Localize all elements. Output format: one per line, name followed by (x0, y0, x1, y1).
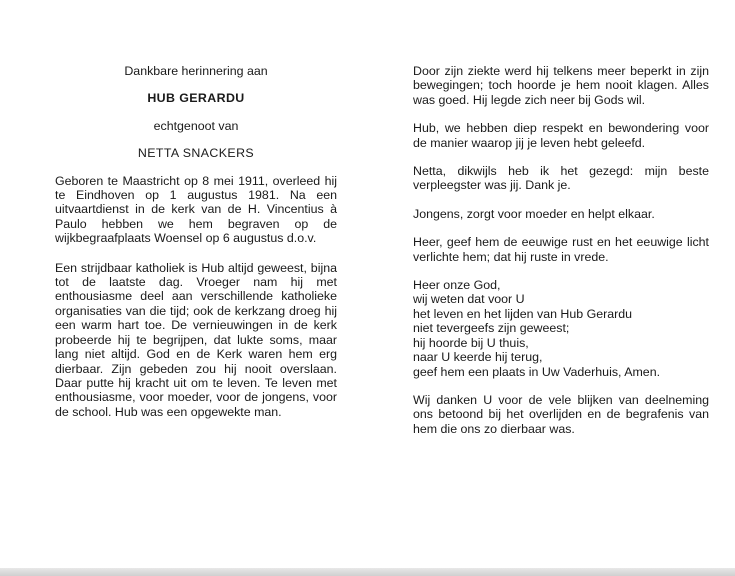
thanks-paragraph: Wij danken U voor de vele blijken van deelneming ons betoond bij het overlijden en de begrafenis van hem die ons zo dierbaar was. (413, 392, 709, 436)
prayer-line: het leven en het lijden van Hub Gerardu (413, 306, 633, 321)
prayer-line: geef hem een plaats in Uw Vaderhuis, Amen. (413, 364, 661, 379)
prayer-line: Heer onze God, (413, 278, 501, 293)
prayer-line: niet tevergeefs zijn geweest; (413, 321, 570, 336)
birth-death-paragraph: Geboren te Maastricht op 8 mei 1911, overleed hij te Eindhoven op 1 augustus 1981. Na een uitvaartdienst in de kerk van de H. Vincentius à Paulo hebben we hem begraven op de wijkbegraafplaats Woensel op 6 augustus d.o.v. (55, 173, 337, 246)
left-column (55, 64, 337, 419)
prayer-block (413, 278, 709, 379)
right-column (413, 64, 709, 436)
respect-paragraph: Hub, we hebben diep respekt en bewondering voor de manier waarop jij je leven hebt geleefd. (413, 121, 709, 150)
netta-paragraph: Netta, dikwijls heb ik het gezegd: mijn beste verpleegster was jij. Dank je. (413, 164, 709, 193)
sons-paragraph: Jongens, zorgt voor moeder en helpt elkaar. (413, 206, 655, 221)
deceased-name: HUB GERARDU (147, 91, 245, 106)
spouse-name: NETTA SNACKERS (137, 146, 255, 161)
spouse-label: echtgenoot van (153, 118, 239, 133)
prayer-line: wij weten dat voor U (413, 292, 525, 307)
prayer-line: hij hoorde bij U thuis, (413, 335, 529, 350)
rest-prayer-paragraph: Heer, geef hem de eeuwige rust en het eeuwige licht verlichte hem; dat hij ruste in vrede. (413, 235, 709, 264)
intro-text: Dankbare herinnering aan (124, 64, 268, 78)
illness-paragraph: Door zijn ziekte werd hij telkens meer beperkt in zijn bewegingen; toch hoorde je hem nooit klagen. Alles was goed. Hij legde zich neer bij Gods wil. (413, 64, 709, 107)
life-paragraph: Een strijdbaar katholiek is Hub altijd geweest, bijna tot de laatste dag. Vroeger nam hij met enthousiasme deel aan verschillende katholieke organisaties van die tijd; ook de kerkzang droeg hij een warm hart toe. De vernieuwingen in de kerk probeerde hij te begrijpen, dat lukte soms, maar lang niet altijd. God en de Kerk waren hem erg dierbaar. Zijn gebeden zou hij nooit overslaan. Daar putte hij kracht uit om te leven. Te leven met enthousiasme, voor moeder, voor de jongens, voor de school. Hub was een opgewekte man. (55, 260, 337, 419)
card-bottom-edge (0, 568, 735, 576)
prayer-line: naar U keerde hij terug, (413, 350, 543, 365)
